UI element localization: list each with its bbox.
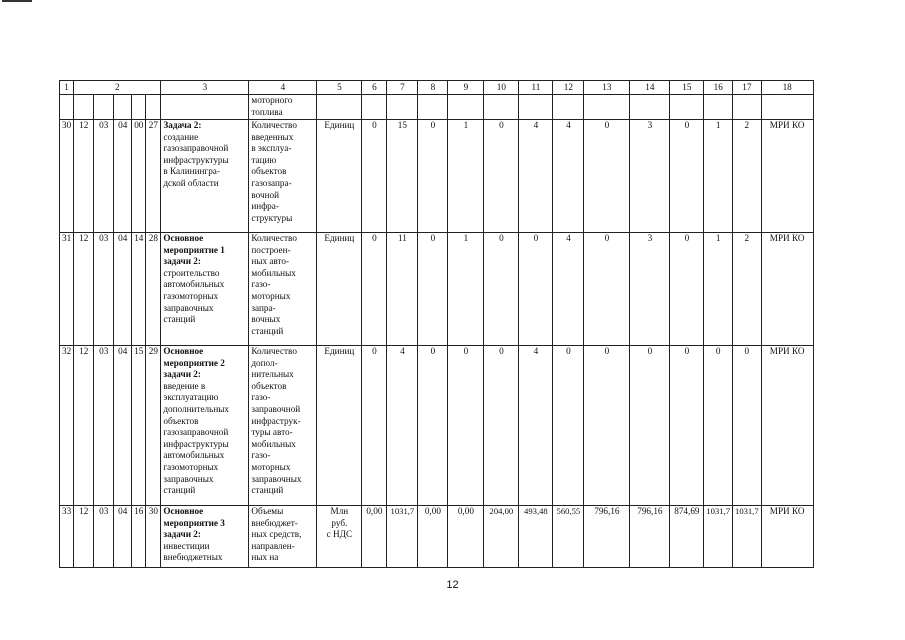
unit-cell: Единиц <box>317 233 362 346</box>
indicator-cell: Количество допол- нительных объектов газо- заправочной инфраструк- туры авто- мобильных газо- моторных заправочных станций <box>249 346 317 506</box>
header-cell: 6 <box>362 81 387 95</box>
table-cell <box>733 95 762 120</box>
indicator-table <box>59 80 814 568</box>
value-cell: 4 <box>387 346 418 506</box>
name-bold: Основное мероприятие 2 задачи 2: <box>163 346 225 380</box>
continuation-row <box>60 95 814 120</box>
table-row <box>60 233 814 346</box>
header-cell: 9 <box>448 81 484 95</box>
page-number: 12 <box>446 579 459 591</box>
executor-cell: МРИ КО <box>761 346 813 506</box>
value-cell: 0 <box>362 120 387 233</box>
value-cell: 0 <box>670 346 704 506</box>
code-cell: 29 <box>146 346 161 506</box>
code-cell: 04 <box>114 120 132 233</box>
value-cell: 1031,7 <box>733 506 762 568</box>
value-cell: 0 <box>362 233 387 346</box>
code-cell: 03 <box>94 120 114 233</box>
code-cell: 04 <box>114 346 132 506</box>
name-bold: Задача 2: <box>163 120 202 130</box>
row-number: 31 <box>60 233 74 346</box>
table-row <box>60 346 814 506</box>
value-cell: 0 <box>484 346 519 506</box>
value-cell: 2 <box>733 120 762 233</box>
table-cell <box>60 95 74 120</box>
name-text: строительство автомобильных газомоторных заправочных станций <box>163 267 225 325</box>
value-cell: 0 <box>519 233 553 346</box>
table-cell <box>670 95 704 120</box>
unit-cell: Млн руб. с НДС <box>317 506 362 568</box>
value-cell: 4 <box>519 346 553 506</box>
value-cell: 4 <box>519 120 553 233</box>
table-cell <box>630 95 670 120</box>
value-cell: 1031,7 <box>387 506 418 568</box>
value-cell: 0 <box>553 346 584 506</box>
value-cell: 0 <box>448 346 484 506</box>
header-cell: 12 <box>553 81 584 95</box>
header-cell: 4 <box>249 81 317 95</box>
value-cell: 796,16 <box>584 506 630 568</box>
unit-cell: Единиц <box>317 120 362 233</box>
header-row <box>60 81 814 95</box>
table-row <box>60 506 814 568</box>
value-cell: 1 <box>448 120 484 233</box>
code-cell: 03 <box>94 506 114 568</box>
table-cell <box>146 95 161 120</box>
code-cell: 12 <box>74 346 94 506</box>
table-cell <box>114 95 132 120</box>
indicator-cell: моторного топлива <box>249 95 317 120</box>
executor-cell: МРИ КО <box>761 506 813 568</box>
value-cell: 0 <box>670 233 704 346</box>
table-cell <box>553 95 584 120</box>
value-cell: 0 <box>704 346 733 506</box>
value-cell: 3 <box>630 120 670 233</box>
value-cell: 874,69 <box>670 506 704 568</box>
header-cell: 3 <box>161 81 249 95</box>
table-cell <box>519 95 553 120</box>
value-cell: 560,55 <box>553 506 584 568</box>
code-cell: 03 <box>94 346 114 506</box>
value-cell: 1 <box>448 233 484 346</box>
header-cell: 8 <box>418 81 448 95</box>
code-cell: 14 <box>132 233 146 346</box>
row-number: 33 <box>60 506 74 568</box>
name-text: создание газозаправочной инфраструктуры в Калинингра- дской области <box>163 131 229 188</box>
value-cell: 1 <box>704 233 733 346</box>
table-cell <box>448 95 484 120</box>
value-cell: 493,48 <box>519 506 553 568</box>
code-cell: 12 <box>74 233 94 346</box>
name-cell <box>161 346 249 506</box>
name-text: введение в эксплуатацию дополнительных объектов газозаправочной инфраструктуры автомобильных газомоторных заправочных станций <box>163 380 230 496</box>
code-cell: 16 <box>132 506 146 568</box>
value-cell: 0 <box>584 120 630 233</box>
name-cell <box>161 506 249 568</box>
code-cell: 15 <box>132 346 146 506</box>
code-cell: 28 <box>146 233 161 346</box>
value-cell: 0 <box>418 346 448 506</box>
table-cell <box>484 95 519 120</box>
table-cell <box>161 95 249 120</box>
table-cell <box>132 95 146 120</box>
value-cell: 0 <box>733 346 762 506</box>
table-cell <box>362 95 387 120</box>
code-cell: 04 <box>114 233 132 346</box>
header-cell: 18 <box>761 81 813 95</box>
value-cell: 0 <box>362 346 387 506</box>
table-cell <box>704 95 733 120</box>
table-cell <box>418 95 448 120</box>
value-cell: 0 <box>630 346 670 506</box>
unit-cell: Единиц <box>317 346 362 506</box>
value-cell: 0,00 <box>418 506 448 568</box>
header-cell: 13 <box>584 81 630 95</box>
header-cell: 10 <box>484 81 519 95</box>
value-cell: 11 <box>387 233 418 346</box>
header-cell: 7 <box>387 81 418 95</box>
header-cell: 15 <box>670 81 704 95</box>
value-cell: 204,00 <box>484 506 519 568</box>
value-cell: 2 <box>733 233 762 346</box>
header-cell: 11 <box>519 81 553 95</box>
name-cell <box>161 120 249 233</box>
code-cell: 04 <box>114 506 132 568</box>
table-row <box>60 120 814 233</box>
value-cell: 0,00 <box>362 506 387 568</box>
table-cell <box>387 95 418 120</box>
executor-cell: МРИ КО <box>761 120 813 233</box>
value-cell: 0,00 <box>448 506 484 568</box>
table-cell <box>761 95 813 120</box>
value-cell: 0 <box>584 346 630 506</box>
code-cell: 27 <box>146 120 161 233</box>
value-cell: 3 <box>630 233 670 346</box>
header-cell: 5 <box>317 81 362 95</box>
code-cell: 00 <box>132 120 146 233</box>
value-cell: 1031,7 <box>704 506 733 568</box>
code-cell: 12 <box>74 120 94 233</box>
header-cell: 2 <box>74 81 161 95</box>
table-cell <box>584 95 630 120</box>
table-cell <box>74 95 94 120</box>
value-cell: 15 <box>387 120 418 233</box>
row-number: 32 <box>60 346 74 506</box>
value-cell: 0 <box>418 233 448 346</box>
indicator-cell: Количество введенных в эксплуа- тацию объектов газозапра- вочной инфра- структуры <box>249 120 317 233</box>
value-cell: 0 <box>484 233 519 346</box>
header-cell: 1 <box>60 81 74 95</box>
value-cell: 0 <box>484 120 519 233</box>
row-number: 30 <box>60 120 74 233</box>
value-cell: 1 <box>704 120 733 233</box>
header-cell: 14 <box>630 81 670 95</box>
name-cell <box>161 233 249 346</box>
value-cell: 0 <box>670 120 704 233</box>
header-cell: 16 <box>704 81 733 95</box>
table-cell <box>317 95 362 120</box>
name-bold: Основное мероприятие 1 задачи 2: <box>163 233 225 267</box>
code-cell: 30 <box>146 506 161 568</box>
table-cell <box>94 95 114 120</box>
value-cell: 4 <box>553 233 584 346</box>
value-cell: 0 <box>418 120 448 233</box>
name-bold: Основное мероприятие 3 задачи 2: <box>163 506 225 540</box>
name-text: инвестиции внебюджетных <box>163 540 223 563</box>
value-cell: 0 <box>584 233 630 346</box>
indicator-cell: Количество пострoен- ных авто- мобильных газо- моторных запра- вочных станций <box>249 233 317 346</box>
scan-corner-mark <box>2 0 32 2</box>
value-cell: 4 <box>553 120 584 233</box>
executor-cell: МРИ КО <box>761 233 813 346</box>
code-cell: 12 <box>74 506 94 568</box>
indicator-cell: Объемы внебюджет- ных средств, направлен- ных на <box>249 506 317 568</box>
value-cell: 796,16 <box>630 506 670 568</box>
header-cell: 17 <box>733 81 762 95</box>
code-cell: 03 <box>94 233 114 346</box>
